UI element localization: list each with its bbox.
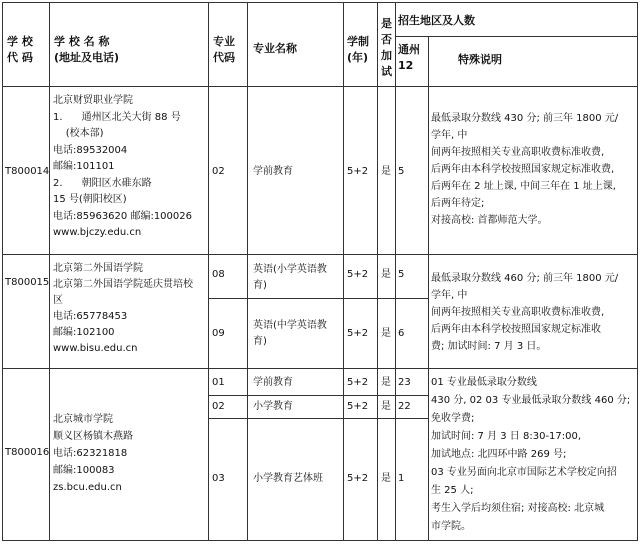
column-divider [343, 2, 344, 541]
major-name: 小学教育艺体班 [253, 473, 323, 484]
column-divider [247, 2, 248, 541]
header-major-code: 专业 代码 [213, 35, 235, 64]
major-code: 01 [212, 377, 225, 388]
column-divider [49, 2, 50, 541]
header-region-group: 招生地区及人数 [398, 14, 475, 27]
extra-test-flag: 是 [381, 377, 391, 388]
tongzhou-count: 23 [398, 377, 411, 388]
column-divider [208, 2, 209, 541]
extra-test-flag: 是 [381, 401, 391, 412]
tongzhou-count: 1 [398, 473, 405, 484]
major-duration: 5+2 [347, 401, 369, 412]
column-divider [377, 2, 378, 541]
major-duration: 5+2 [347, 328, 369, 339]
row-divider [2, 368, 638, 369]
major-code: 02 [212, 401, 225, 412]
header-tongzhou: 通州 12 [398, 43, 420, 72]
major-duration: 5+2 [347, 377, 369, 388]
column-divider [428, 36, 429, 541]
tongzhou-count: 5 [398, 269, 405, 280]
major-name: 英语(中学英语教 育) [253, 320, 327, 347]
header-duration: 学制 (年) [347, 35, 369, 64]
tongzhou-count: 6 [398, 328, 405, 339]
major-name: 小学教育 [253, 401, 293, 412]
table-border-bottom [2, 540, 638, 541]
extra-test-flag: 是 [381, 328, 391, 339]
header-notes: 特殊说明 [458, 53, 502, 66]
major-code: 03 [212, 473, 225, 484]
school-code: T800016 [5, 447, 50, 458]
header-divider [395, 36, 638, 37]
table-border-top [2, 2, 638, 3]
major-name: 英语(小学英语教 育) [253, 264, 327, 291]
header-extra-test: 是 否 加 试 [381, 17, 392, 78]
major-duration: 5+2 [347, 269, 369, 280]
special-notes: 最低录取分数线 460 分; 前三年 1800 元/ 学年, 中 间两年按照相关专业高职收费标准收费, 后两年由本科学校按照国家规定标准收 费; 加试时间: 7 月 3 日。 [431, 273, 619, 352]
extra-test-flag: 是 [381, 473, 391, 484]
special-notes: 01 专业最低录取分数线 430 分, 02 03 专业最低录取分数线 460 分; 免收学费; 加试时间: 7 月 3 日 8:30-17:00, 加试地点: 北四环中路 269 号; 03 专业另面向北京市国际艺术学校定向招 生 25 人; 考生入学后均须住宿; 对接高校: 北京城 市学院。 [431, 377, 631, 532]
special-notes: 最低录取分数线 430 分; 前三年 1800 元/ 学年, 中 间两年按照相关专业高职收费标准收费, 后两年由本科学校按照国家规定标准收费, 后两年在 2 址上课, 中间三年在 1 址上课, 后两年待定; 对接高校: 首都师范大学。 [431, 113, 619, 226]
header-school-name: 学 校 名 称 (地址及电话) [54, 35, 120, 64]
school-info: 北京第二外国语学院 北京第二外国语学院延庆贯培校 区 电话:65778453 邮编:102100 www.bisu.edu.cn [53, 263, 193, 354]
extra-test-flag: 是 [381, 269, 391, 280]
major-code: 09 [212, 328, 225, 339]
major-code: 08 [212, 269, 225, 280]
tongzhou-count: 22 [398, 401, 411, 412]
school-info: 北京财贸职业学院 1. 通州区北关大街 88 号 (校本部) 电话:89532004 邮编:101101 2. 朝阳区水碓东路 15 号(朝阳校区) 电话:85963620 邮编:100026 www.bjczy.edu.cn [53, 95, 192, 238]
major-code: 02 [212, 166, 225, 177]
header-major-name: 专业名称 [253, 42, 297, 55]
table-border-left [2, 2, 3, 541]
header-bottom-line [2, 86, 638, 87]
major-name: 学前教育 [253, 377, 293, 388]
school-info: 北京城市学院 顺义区杨镇木燕路 电话:62321818 邮编:100083 zs.bcu.edu.cn [53, 414, 133, 493]
major-duration: 5+2 [347, 473, 369, 484]
extra-test-flag: 是 [381, 166, 391, 177]
major-name: 学前教育 [253, 166, 293, 177]
row-divider [2, 254, 638, 255]
major-duration: 5+2 [347, 166, 369, 177]
tongzhou-count: 5 [398, 166, 405, 177]
header-school-code: 学 校 代 码 [7, 35, 33, 64]
school-code: T800015 [5, 277, 50, 288]
column-divider [395, 2, 396, 541]
table-border-right [637, 2, 638, 541]
school-code: T800014 [5, 166, 50, 177]
